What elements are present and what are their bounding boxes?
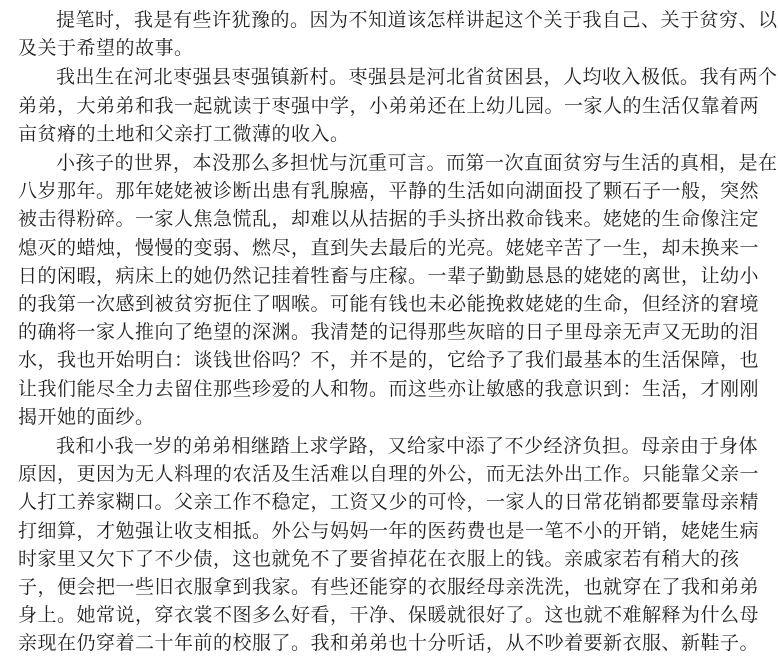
text-line: 小孩子的世界，本没那么多担忧与沉重可言。而第一次直面贫穷与生活的真相，是在: [56, 152, 778, 175]
text-line: 被击得粉碎。一家人焦急慌乱，却难以从拮据的手头挤出救命钱来。姥姥的生命像注定: [18, 208, 760, 231]
paragraph-2: [18, 63, 778, 148]
text-line: 时家里又欠下了不少债，这也就免不了要省掉花在衣服上的钱。亲戚家若有稍大的孩: [18, 547, 740, 570]
text-line: 我和小我一岁的弟弟相继踏上求学路，又给家中添了不少经济负担。母亲由于身体: [56, 435, 759, 458]
text-line: 的我第一次感到被贫穷扼住了咽喉。可能有钱也未必能挽救姥姥的生命，但经济的窘境: [18, 293, 760, 316]
paragraph-3: [18, 149, 778, 431]
paragraph-4: [18, 432, 760, 658]
text-line: 八岁那年。那年姥姥被诊断出患有乳腺癌，平静的生活如向湖面投了颗石子一般，突然: [18, 180, 760, 203]
text-line: 原因，更因为无人料理的农活及生活难以自理的外公，而无法外出工作。只能靠父亲一: [18, 463, 760, 486]
text-line: 弟弟，大弟弟和我一起就读于枣强中学，小弟弟还在上幼儿园。一家人的生活仅靠着两: [18, 94, 760, 117]
text-line: 身上。她常说，穿衣裳不图多么好看，干净、保暖就很好了。这也就不难解释为什么母: [18, 604, 760, 627]
text-line: 提笔时，我是有些许犹豫的。因为不知道该怎样讲起这个关于我自己、关于贫穷、以: [56, 9, 778, 31]
text-line: 我出生在河北枣强县枣强镇新村。枣强县是河北省贫困县，人均收入极低。我有两个: [56, 66, 778, 89]
text-line: 打细算，才勉强让收支相抵。外公与妈妈一年的医药费也是一笔不小的开销，姥姥生病: [18, 519, 760, 542]
text-line: 日的闲暇，病床上的她仍然记挂着牲畜与庄稼。一辈子勤勤恳恳的姥姥的离世，让幼小: [18, 264, 760, 287]
text-line: 让我们能尽全力去留住那些珍爱的人和物。而这些亦让敏感的我意识到：生活，才刚刚: [18, 377, 760, 400]
text-line: 子，便会把一些旧衣服拿到我家。有些还能穿的衣服经母亲洗洗，也就穿在了我和弟弟: [18, 576, 760, 599]
text-line: 熄灭的蜡烛，慢慢的变弱、燃尽，直到失去最后的光亮。姥姥辛苦了一生，却未换来一: [18, 236, 760, 259]
text-line: 的确将一家人推向了绝望的深渊。我清楚的记得那些灰暗的日子里母亲无声又无助的泪: [18, 321, 760, 344]
paragraph-1: [18, 6, 778, 62]
text-line: 亲现在仍穿着二十年前的校服了。我和弟弟也十分听话，从不吵着要新衣服、新鞋子。: [18, 632, 760, 655]
text-line: 亩贫瘠的土地和父亲打工微薄的收入。: [18, 122, 350, 145]
text-line: 水，我也开始明白：谈钱世俗吗？不，并不是的，它给予了我们最基本的生活保障，也: [18, 349, 760, 372]
text-line: 及关于希望的故事。: [18, 37, 194, 60]
text-line: 揭开她的面纱。: [18, 405, 155, 428]
text-line: 人打工养家糊口。父亲工作不稳定，工资又少的可怜，一家人的日常花销都要靠母亲精: [18, 491, 760, 514]
